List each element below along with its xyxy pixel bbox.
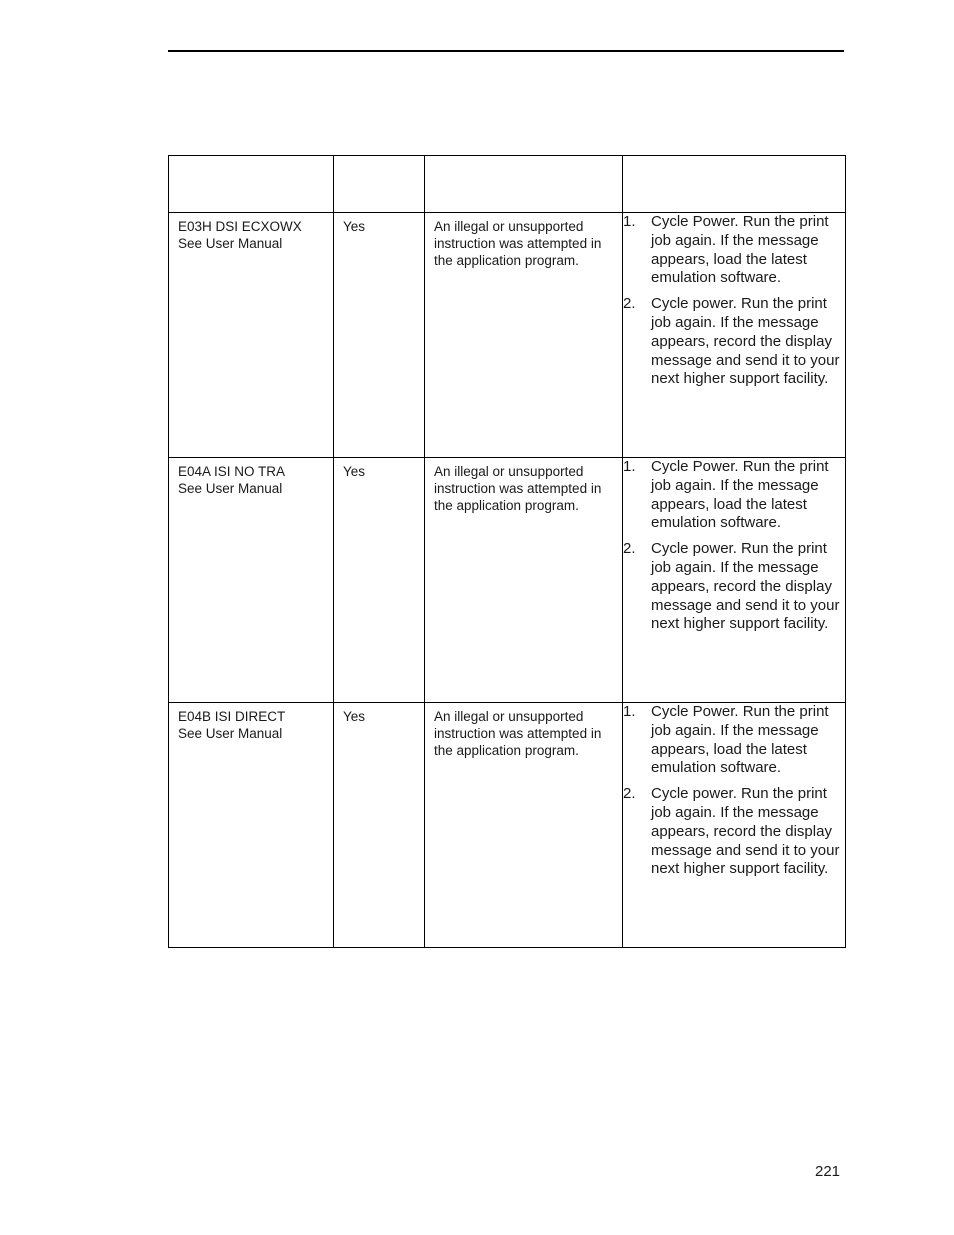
header-message-cell [169,156,334,213]
error-code: E03H DSI ECXOWX [178,219,302,234]
explanation-cell [425,458,623,703]
table-row [169,213,846,458]
header-action-cell [623,156,846,213]
display-cell [334,458,425,703]
action-step [623,295,845,389]
header-rule [168,50,844,52]
step-number: 1. [623,703,636,720]
explanation-text: An illegal or unsupported instruction was attempted in the application program. [434,709,602,758]
message-cell [169,458,334,703]
step-text: Cycle Power. Run the print job again. If the message appears, load the latest emulation software. [651,703,829,777]
table-header-row [169,156,846,213]
error-subtext: See User Manual [178,481,283,496]
page-number: 221 [815,1163,841,1180]
step-text: Cycle Power. Run the print job again. If the message appears, load the latest emulation software. [651,213,829,287]
explanation-text: An illegal or unsupported instruction was attempted in the application program. [434,464,602,513]
action-cell [623,458,846,703]
message-cell [169,213,334,458]
error-subtext: See User Manual [178,726,283,741]
action-step [623,785,845,879]
action-step [623,458,845,533]
step-text: Cycle power. Run the print job again. If the message appears, record the display message and send it to your next higher support facility. [651,295,840,388]
step-number: 2. [623,540,636,558]
error-subtext: See User Manual [178,236,283,251]
step-number: 1. [623,213,636,230]
action-step [623,213,845,288]
step-text: Cycle power. Run the print job again. If the message appears, record the display message and send it to your next higher support facility. [651,785,840,878]
explanation-cell [425,213,623,458]
step-text: Cycle power. Run the print job again. If the message appears, record the display message and send it to your next higher support facility. [651,540,840,633]
action-step [623,703,845,778]
header-explanation-cell [425,156,623,213]
action-step [623,540,845,634]
error-message-table [168,155,846,948]
explanation-cell [425,703,623,948]
message-cell [169,703,334,948]
step-number: 2. [623,295,636,313]
action-cell [623,213,846,458]
table-row [169,703,846,948]
header-display-cell [334,156,425,213]
error-code: E04B ISI DIRECT [178,709,286,724]
step-number: 2. [623,785,636,803]
display-value: Yes [343,464,366,479]
step-text: Cycle Power. Run the print job again. If the message appears, load the latest emulation software. [651,458,829,532]
display-cell [334,213,425,458]
table-row [169,458,846,703]
action-cell [623,703,846,948]
explanation-text: An illegal or unsupported instruction was attempted in the application program. [434,219,602,268]
display-cell [334,703,425,948]
step-number: 1. [623,458,636,475]
display-value: Yes [343,709,366,724]
display-value: Yes [343,219,366,234]
error-code: E04A ISI NO TRA [178,464,286,479]
